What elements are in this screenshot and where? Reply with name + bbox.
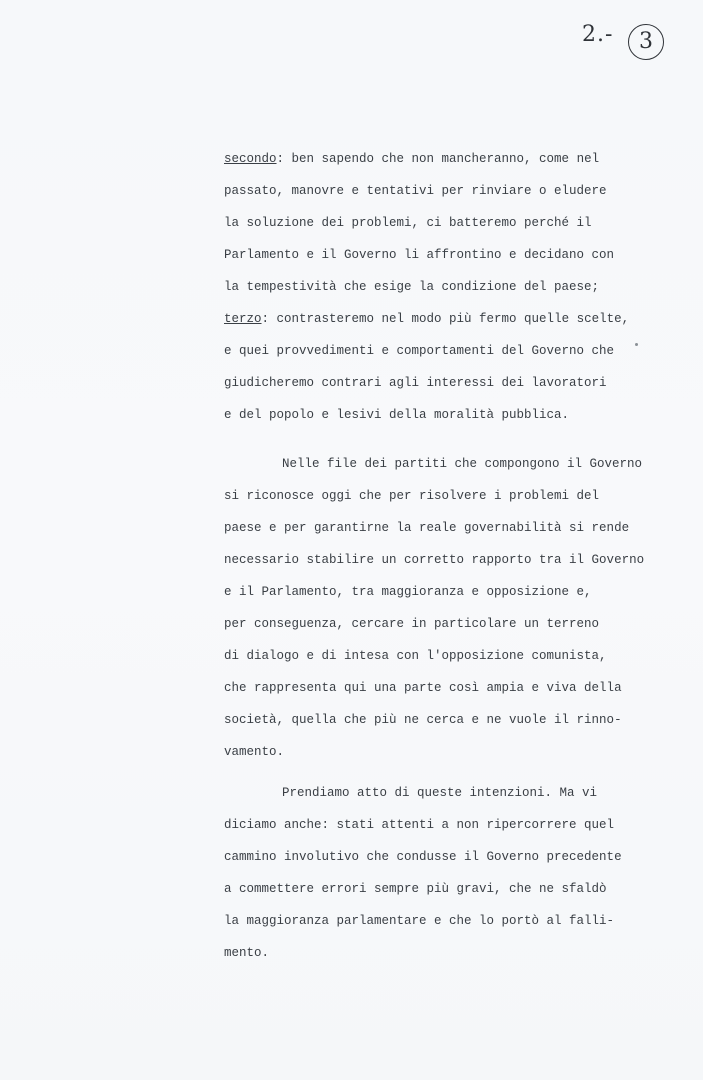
page-folio: 2.- [582,22,614,47]
text-line: la soluzione dei problemi, ci batteremo perché il [224,216,592,230]
underlined-label-terzo: terzo [224,312,262,326]
text-line: Nelle file dei partiti che compongono il Governo [282,457,643,471]
text-line: e il Parlamento, tra maggioranza e opposizione e, [224,585,592,599]
text-line: società, quella che più ne cerca e ne vuole il rinno- [224,713,622,727]
text-line: vamento. [224,745,285,759]
text-line: di dialogo e di intesa con l'opposizione comunista, [224,649,607,663]
text-line: e del popolo e lesivi della moralità pubblica. [224,408,570,422]
circled-page-number: 3 [628,24,664,60]
text-line: necessario stabilire un corretto rapporto tra il Governo [224,553,645,567]
text-line: la tempestività che esige la condizione del paese; [224,280,600,294]
text-line [224,143,644,175]
text-line: giudicheremo contrari agli interessi dei lavoratori [224,376,607,390]
text-line: diciamo anche: stati attenti a non ripercorrere quel [224,818,615,832]
text-line: paese e per garantirne la reale governabilità si rende [224,521,630,535]
text-line: Prendiamo atto di queste intenzioni. Ma vi [282,786,598,800]
text-line: cammino involutivo che condusse il Governo precedente [224,850,622,864]
text-line: mento. [224,946,270,960]
text-line: che rappresenta qui una parte così ampia e viva della [224,681,622,695]
paragraph-partiti-governo [224,448,644,768]
paragraph-prendiamo-atto [224,777,644,969]
line-text: : ben sapendo che non mancheranno, come nel [276,152,600,166]
text-line: e quei provvedimenti e comportamenti del Governo che [224,344,615,358]
text-line: Parlamento e il Governo li affrontino e decidano con [224,248,615,262]
line-text: : contrasteremo nel modo più fermo quelle scelte, [261,312,630,326]
text-line: si riconosce oggi che per risolvere i problemi del [224,489,600,503]
paragraph-secondo-terzo [224,143,644,431]
underlined-label-secondo: secondo [224,152,277,166]
text-line [224,303,644,335]
text-line: passato, manovre e tentativi per rinviare o eludere [224,184,607,198]
text-line: la maggioranza parlamentare e che lo portò al falli- [224,914,615,928]
text-line: per conseguenza, cercare in particolare un terreno [224,617,600,631]
text-line: a commettere errori sempre più gravi, che ne sfaldò [224,882,607,896]
